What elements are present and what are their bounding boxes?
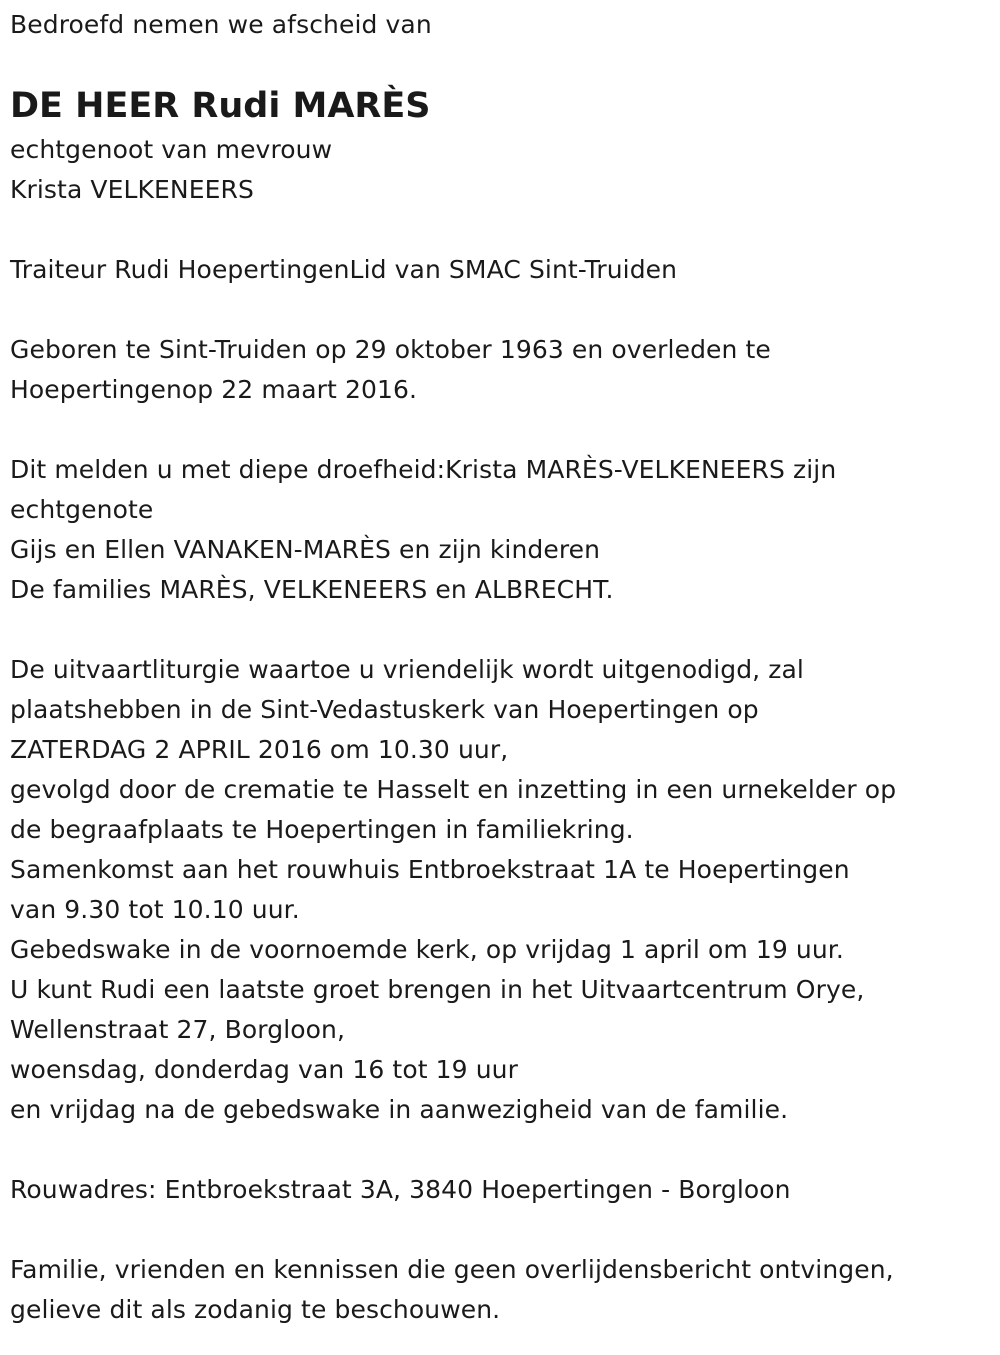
ceremony-block <box>10 650 990 1130</box>
ceremony-line: U kunt Rudi een laatste groet brengen in het Uitvaartcentrum Orye, <box>10 975 865 1004</box>
closing-line: Familie, vrienden en kennissen die geen overlijdensbericht ontvingen, <box>10 1255 894 1284</box>
ceremony-line: woensdag, donderdag van 16 tot 19 uur <box>10 1055 518 1084</box>
ceremony-line: ZATERDAG 2 APRIL 2016 om 10.30 uur, <box>10 735 509 764</box>
ceremony-line: de begraafplaats te Hoepertingen in familiekring. <box>10 815 634 844</box>
affiliation-block <box>10 250 990 290</box>
ceremony-line: gevolgd door de crematie te Hasselt en inzetting in een urnekelder op <box>10 775 897 804</box>
announcers-block <box>10 450 990 610</box>
closing-line: gelieve dit als zodanig te beschouwen. <box>10 1295 501 1324</box>
birth-death-block <box>10 330 990 410</box>
announcers-line: echtgenote <box>10 495 154 524</box>
deceased-name: DE HEER Rudi MARÈS <box>10 86 431 126</box>
ceremony-line: en vrijdag na de gebedswake in aanwezigheid van de familie. <box>10 1095 789 1124</box>
closing-block <box>10 1250 990 1330</box>
ceremony-line: Wellenstraat 27, Borgloon, <box>10 1015 346 1044</box>
announcers-line: De families MARÈS, VELKENEERS en ALBRECHT. <box>10 575 614 604</box>
address-block <box>10 1170 990 1210</box>
ceremony-line: plaatshebben in de Sint-Vedastuskerk van Hoepertingen op <box>10 695 759 724</box>
ceremony-line: van 9.30 tot 10.10 uur. <box>10 895 300 924</box>
ceremony-line: Samenkomst aan het rouwhuis Entbroekstraat 1A te Hoepertingen <box>10 855 850 884</box>
spouse-block <box>10 130 990 210</box>
address-line: Rouwadres: Entbroekstraat 3A, 3840 Hoepertingen - Borgloon <box>10 1175 791 1204</box>
ceremony-line: Gebedswake in de voornoemde kerk, op vrijdag 1 april om 19 uur. <box>10 935 844 964</box>
announcers-line: Dit melden u met diepe droefheid:Krista MARÈS-VELKENEERS zijn <box>10 455 837 484</box>
obituary-notice <box>0 5 1000 1355</box>
spouse-line: echtgenoot van mevrouw <box>10 135 333 164</box>
intro-text: Bedroefd nemen we afscheid van <box>10 10 432 39</box>
announcers-line: Gijs en Ellen VANAKEN-MARÈS en zijn kinderen <box>10 535 601 564</box>
affiliation-line: Traiteur Rudi HoepertingenLid van SMAC Sint-Truiden <box>10 255 678 284</box>
spouse-line: Krista VELKENEERS <box>10 175 254 204</box>
ceremony-line: De uitvaartliturgie waartoe u vriendelijk wordt uitgenodigd, zal <box>10 655 804 684</box>
birth-death-line: Geboren te Sint-Truiden op 29 oktober 1963 en overleden te <box>10 335 771 364</box>
birth-death-line: Hoepertingenop 22 maart 2016. <box>10 375 418 404</box>
